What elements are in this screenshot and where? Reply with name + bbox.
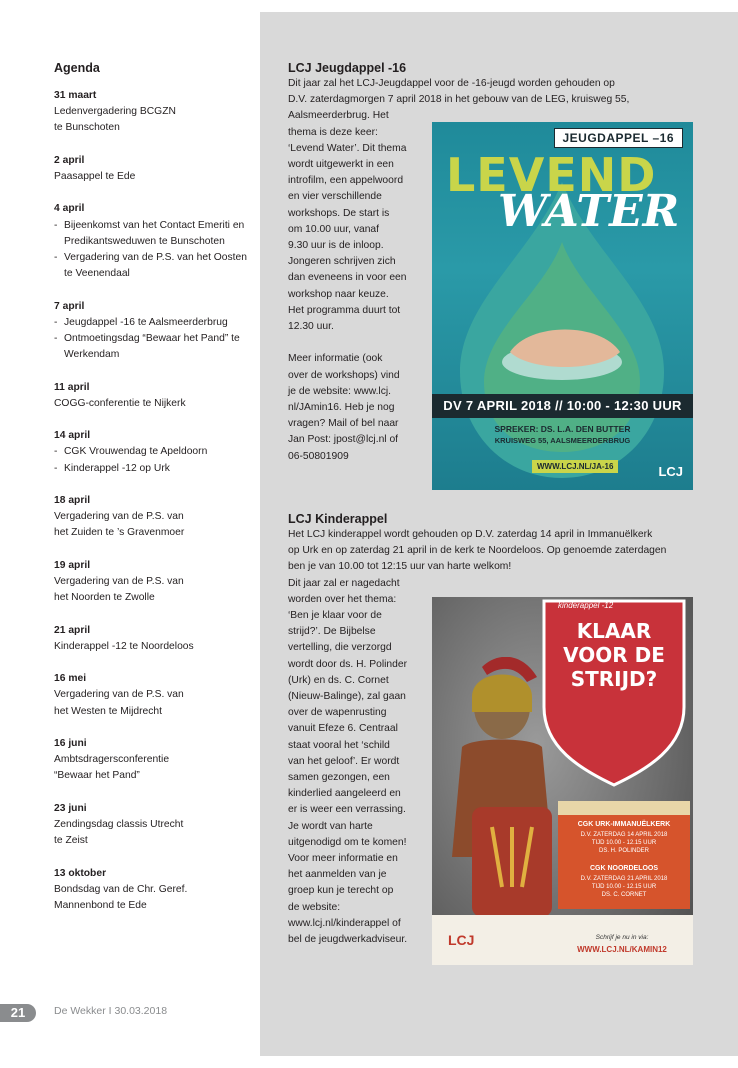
poster-location-2: CGK NOORDELOOS: [589, 865, 659, 872]
kinderappel-poster: [432, 597, 693, 965]
text-line: www.lcj.nl/kinderappel of: [288, 917, 401, 929]
poster-word-water: WATER: [498, 186, 680, 237]
detail-line: D.V. ZATERDAG 21 APRIL 2018: [580, 876, 668, 882]
agenda-line: te Zeist: [54, 835, 88, 847]
text-line: workshop naar keuze.: [288, 288, 389, 300]
poster-title-line: VOOR DE: [563, 643, 665, 667]
agenda-title: Agenda: [54, 61, 100, 75]
text-line: de website:: [288, 901, 341, 913]
text-line: introfilm, een appelwoord: [288, 175, 404, 187]
poster-title-line: KLAAR: [576, 619, 652, 643]
agenda-line: Ledenvergadering BCGZN: [54, 106, 176, 118]
text-line: van het geloof’. Er wordt: [288, 755, 400, 767]
text-line: en vier verschillende: [288, 191, 382, 203]
agenda-date: 16 juni: [54, 737, 87, 749]
text-line: vragen? Mail of bel naar: [288, 418, 399, 430]
article-more-info: [288, 351, 418, 464]
agenda-item: [54, 801, 254, 850]
text-line: staat vooral het ‘schild: [288, 739, 390, 751]
poster-address: KRUISWEG 55, AALSMEERDERBRUG: [494, 436, 631, 445]
poster-title: [544, 619, 684, 691]
agenda-bullet: - Bijeenkomst van het Contact Emeriti en Predikantsweduwen te Bunschoten: [54, 218, 254, 250]
text-line: nl/JAmin16. Heb je nog: [288, 402, 395, 414]
agenda-line: het Westen te Mijdrecht: [54, 705, 162, 717]
text-line: Het programma duurt tot: [288, 304, 401, 316]
detail-line: D.V. ZATERDAG 14 APRIL 2018: [580, 832, 668, 838]
text-line: ben je van 10.00 tot 12:15 uur van harte welkom!: [288, 561, 512, 573]
text-line: dan eveneens in voor een: [288, 272, 407, 284]
agenda-line: “Bewaar het Pand”: [54, 770, 140, 782]
agenda-item: [54, 736, 254, 785]
lcj-logo: LCJ: [448, 932, 475, 948]
poster-location-2-details: [558, 875, 690, 899]
agenda-list: [54, 88, 254, 914]
agenda-bullet: - Kinderappel -12 op Urk: [54, 461, 254, 477]
text-line: ‘Ben je klaar voor de: [288, 610, 382, 622]
text-line: uitgenodigd om te komen!: [288, 836, 407, 848]
poster-word-levend: LEVEND: [446, 148, 657, 202]
agenda-date: 16 mei: [54, 673, 87, 685]
text-line: om 10.00 uur, vanaf: [288, 223, 380, 235]
poster-title-line: STRIJD?: [570, 667, 658, 691]
text-line: over de workshops) vind: [288, 369, 400, 381]
text-line: je de website: www.lcj.: [288, 385, 392, 397]
article-body: [288, 576, 418, 949]
text-line: wordt uitgewerkt in een: [288, 159, 394, 171]
text-line: 12.30 uur.: [288, 321, 334, 333]
article-body: [288, 108, 418, 335]
article-title: LCJ Kinderappel: [288, 512, 388, 526]
agenda-item: [54, 623, 254, 655]
agenda-date: 21 april: [54, 624, 91, 636]
agenda-line: COGG-conferentie te Nijkerk: [54, 397, 186, 409]
agenda-date: 7 april: [54, 300, 85, 312]
agenda-line: het Zuiden te ’s Gravenmoer: [54, 527, 185, 539]
detail-line: DS. C. CORNET: [601, 892, 647, 898]
agenda-item: [54, 428, 254, 477]
detail-line: DS. H. POLINDER: [598, 848, 649, 854]
agenda-line: te Bunschoten: [54, 122, 120, 134]
text-line: groep kun je terecht op: [288, 885, 394, 897]
agenda-item: [54, 866, 254, 915]
text-line: D.V. zaterdagmorgen 7 april 2018 in het gebouw van de LEG, kruisweg 55,: [288, 94, 630, 106]
text-line: Voor meer informatie en: [288, 853, 398, 865]
text-line: Dit jaar zal het LCJ-Jeugdappel voor de -16-jeugd worden gehouden op: [288, 78, 615, 89]
agenda-date: 31 maart: [54, 90, 97, 101]
poster-date-bar: DV 7 APRIL 2018 // 10:00 - 12:30 UUR: [432, 394, 693, 418]
text-line: Jongeren schrijven zich: [288, 256, 396, 268]
agenda-line: Mannenbond te Ede: [54, 899, 147, 911]
poster-signup-label: Schrijf je nu in via:: [595, 934, 649, 941]
agenda-date: 18 april: [54, 494, 91, 506]
page-number: 21: [0, 1004, 36, 1022]
agenda-line: Kinderappel -12 te Noordeloos: [54, 640, 194, 652]
text-line: Het LCJ kinderappel wordt gehouden op D.V. zaterdag 14 april in Immanuëlkerk: [288, 529, 653, 540]
poster-website: WWW.LCJ.NL/JA-16: [532, 460, 618, 473]
lcj-logo: LCJ: [658, 464, 683, 479]
poster-location-1-details: [558, 831, 690, 855]
article-intro: [288, 76, 693, 108]
text-line: vertelling, die verzorgd: [288, 642, 392, 654]
agenda-item: [54, 380, 254, 412]
detail-line: TIJD 10.00 - 12.15 UUR: [591, 884, 657, 890]
poster-location-1: CGK URK-IMMANUËLKERK: [577, 821, 671, 828]
agenda-bullet: - Ontmoetingsdag “Bewaar het Pand” te Werkendam: [54, 331, 254, 363]
agenda-bullet: - Vergadering van de P.S. van het Oosten te Veenendaal: [54, 250, 254, 282]
text-line: kinderlied aangeleerd en: [288, 788, 401, 800]
poster-kicker: kinderappel -12: [558, 601, 614, 610]
agenda-date: 19 april: [54, 559, 91, 571]
poster-speaker: SPREKER: DS. L.A. DEN BUTTER: [494, 424, 631, 434]
text-line: thema is deze keer:: [288, 126, 378, 138]
agenda-bullet: - Jeugdappel -16 te Aalsmeerderbrug: [54, 315, 254, 331]
text-line: wordt door ds. H. Polinder: [288, 658, 408, 670]
text-line: ‘Levend Water’. Dit thema: [288, 142, 407, 154]
text-line: 9.30 uur is de inloop.: [288, 240, 384, 252]
text-line: Aalsmeerderbrug. Het: [288, 110, 389, 122]
agenda-line: het Noorden te Zwolle: [54, 592, 155, 604]
text-line: op Urk en op zaterdag 21 april in de kerk te Noordeloos. Op genoemde zaterdagen: [288, 545, 667, 557]
agenda-column: [54, 60, 254, 930]
agenda-item: [54, 558, 254, 607]
agenda-date: 13 oktober: [54, 867, 107, 879]
agenda-item: [54, 299, 254, 364]
agenda-line: Vergadering van de P.S. van: [54, 511, 184, 523]
text-line: 06-50801909: [288, 450, 349, 462]
text-line: het aanmelden van je: [288, 869, 387, 881]
text-line: bel de jeugdwerkadviseur.: [288, 934, 408, 946]
agenda-line: Paasappel te Ede: [54, 171, 136, 182]
poster-tag: JEUGDAPPEL –16: [554, 128, 684, 148]
detail-line: TIJD 10.00 - 12.15 UUR: [591, 840, 657, 846]
footer-publication: De Wekker I 30.03.2018: [54, 1005, 168, 1017]
text-line: Je wordt van harte: [288, 820, 373, 832]
text-line: er is weer een verrassing.: [288, 804, 406, 816]
agenda-date: 4 april: [54, 203, 85, 215]
agenda-bullet: - CGK Vrouwendag te Apeldoorn: [54, 444, 254, 460]
agenda-line: Vergadering van de P.S. van: [54, 575, 184, 587]
jeugdappel-poster: [432, 122, 693, 490]
text-line: strijd?’. De Bijbelse: [288, 626, 376, 638]
agenda-date: 23 juni: [54, 802, 87, 814]
text-line: samen gezongen, een: [288, 772, 390, 784]
text-line: vanuit Efeze 6. Centraal: [288, 723, 398, 735]
agenda-item: [54, 153, 254, 185]
agenda-line: Bondsdag van de Chr. Geref.: [54, 883, 188, 895]
agenda-item: [54, 201, 254, 282]
agenda-line: Zendingsdag classis Utrecht: [54, 818, 184, 830]
text-line: workshops. De start is: [288, 207, 390, 219]
agenda-date: 2 april: [54, 154, 85, 166]
agenda-date: 11 april: [54, 381, 90, 393]
article-title: LCJ Jeugdappel -16: [288, 61, 407, 75]
poster-website: WWW.LCJ.NL/KAMIN12: [577, 945, 667, 954]
agenda-item: [54, 671, 254, 720]
text-line: Dit jaar zal er nagedacht: [288, 577, 400, 589]
text-line: over de wapenrusting: [288, 707, 387, 719]
text-line: Meer informatie (ook: [288, 353, 383, 365]
agenda-line: Vergadering van de P.S. van: [54, 689, 184, 701]
agenda-item: [54, 493, 254, 542]
text-line: Jan Post: jpost@lcj.nl of: [288, 434, 399, 446]
agenda-date: 14 april: [54, 430, 91, 442]
article-intro: [288, 527, 693, 576]
agenda-line: Ambtsdragersconferentie: [54, 754, 170, 766]
text-line: worden over het thema:: [288, 593, 397, 605]
text-line: (Nieuw-Balinge), zal gaan: [288, 691, 406, 703]
text-line: (Urk) en ds. C. Cornet: [288, 674, 389, 686]
agenda-item: [54, 88, 254, 137]
